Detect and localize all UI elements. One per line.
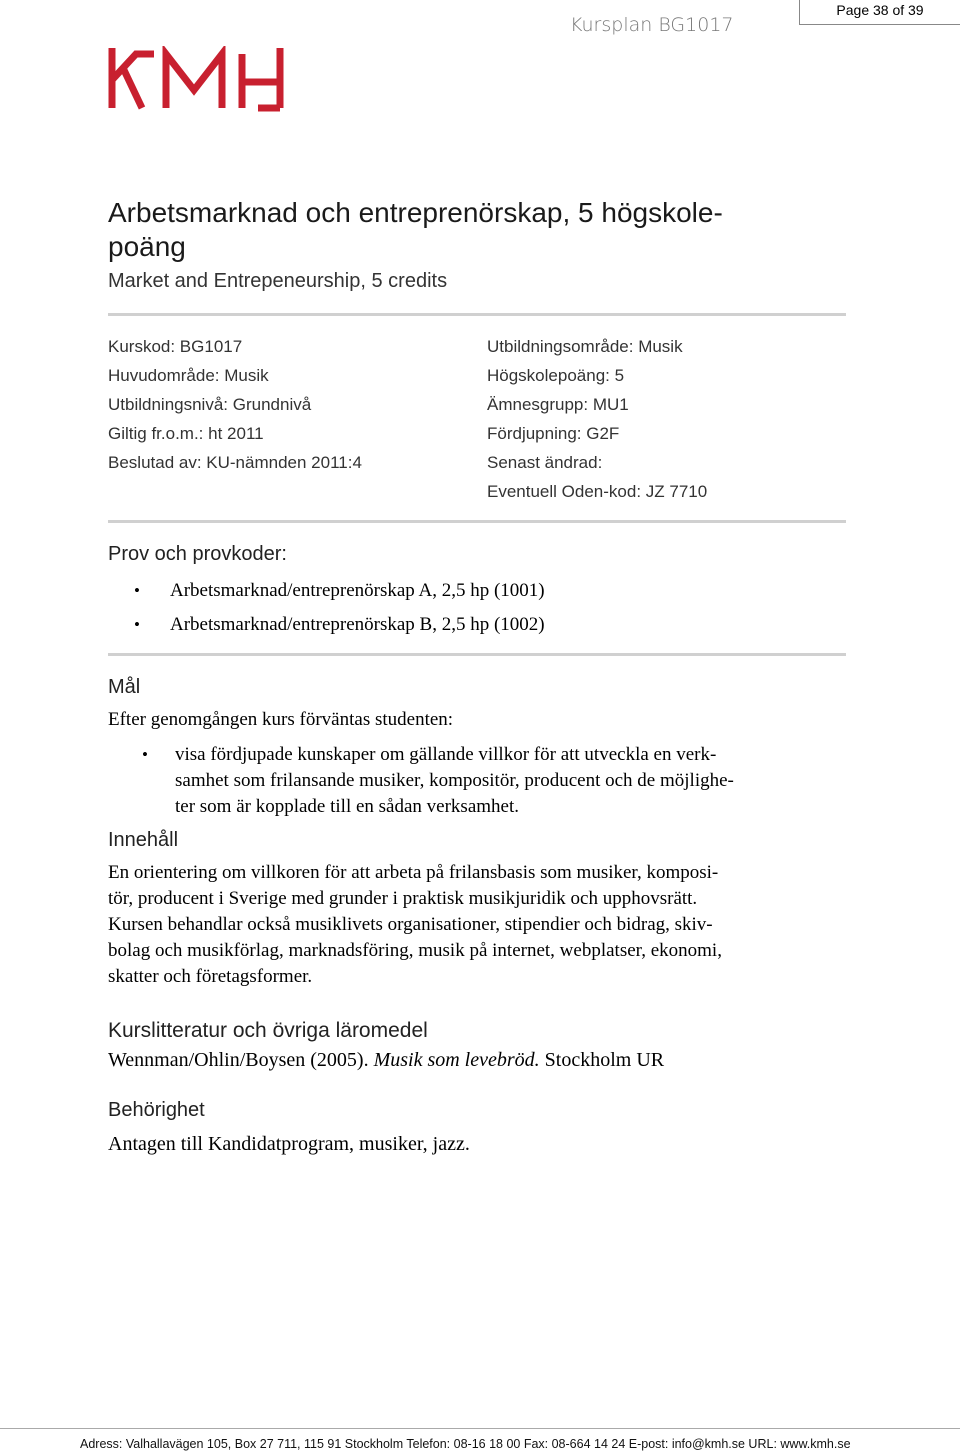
meta-credits: Högskolepoäng: 5 xyxy=(487,366,625,385)
meta-education-level: Utbildningsnivå: Grundnivå xyxy=(108,395,312,414)
footer-address: Adress: Valhallavägen 105, Box 27 711, 115 91 Stockholm Telefon: 08-16 18 00 Fax: 08-664 14 24 E-post: info@kmh.se URL: www.kmh.se xyxy=(80,1437,851,1451)
literature-authors: Wennman/Ohlin/Boysen (2005). xyxy=(108,1049,369,1071)
goal-item xyxy=(108,742,935,820)
page-number: Page 38 of 39 xyxy=(799,0,960,25)
meta-decided-by: Beslutad av: KU-nämnden 2011:4 xyxy=(108,453,362,472)
bullet-icon: • xyxy=(134,581,140,600)
content-line: Kursen behandlar också musiklivets organisationer, stipendier och bidrag, skiv- xyxy=(108,914,713,935)
goals-heading: Mål xyxy=(108,676,141,698)
goals-intro: Efter genomgången kurs förväntas studenten: xyxy=(108,709,454,730)
list-item: • Arbetsmarknad/entreprenörskap A, 2,5 hp (1001) xyxy=(110,574,810,608)
literature-book-title: Musik som levebröd. xyxy=(373,1049,540,1071)
content-heading: Innehåll xyxy=(108,829,179,851)
course-title-line-1: Arbetsmarknad och entreprenörskap, 5 högskole- xyxy=(108,197,723,228)
eligibility-text: Antagen till Kandidatprogram, musiker, jazz. xyxy=(108,1133,470,1155)
content-line: En orientering om villkoren för att arbeta på frilansbasis som musiker, komposi- xyxy=(108,862,719,883)
meta-oden-code: Eventuell Oden-kod: JZ 7710 xyxy=(487,482,708,501)
meta-valid-from: Giltig fr.o.m.: ht 2011 xyxy=(108,424,264,443)
course-title-line-2: poäng xyxy=(108,231,186,262)
meta-last-changed: Senast ändrad: xyxy=(487,453,603,472)
course-title xyxy=(108,196,848,264)
meta-main-field: Huvudområde: Musik xyxy=(108,366,269,385)
bullet-icon: • xyxy=(134,615,140,634)
divider xyxy=(108,313,846,316)
content-line: tör, producent i Sverige med grunder i praktisk musikjuridik och upphovsrätt. xyxy=(108,888,698,909)
meta-right-column xyxy=(487,332,847,506)
goal-line: visa fördjupade kunskaper om gällande villkor för att utveckla en verk- xyxy=(175,744,717,765)
literature-publisher: Stockholm UR xyxy=(544,1049,665,1071)
meta-education-area: Utbildningsområde: Musik xyxy=(487,337,683,356)
meta-depth: Fördjupning: G2F xyxy=(487,424,620,443)
literature-heading: Kurslitteratur och övriga läromedel xyxy=(108,1019,428,1042)
goal-line: samhet som frilansande musiker, kompositör, producent och de möjlighe- xyxy=(175,770,734,791)
content-line: bolag och musikförlag, marknadsföring, musik på internet, webplatser, ekonomi, xyxy=(108,940,722,961)
eligibility-heading: Behörighet xyxy=(108,1099,205,1121)
literature-reference xyxy=(108,1049,664,1072)
kmh-logo xyxy=(108,46,284,123)
meta-course-code: Kurskod: BG1017 xyxy=(108,337,243,356)
content-text xyxy=(108,860,888,990)
divider xyxy=(108,520,846,523)
tests-list xyxy=(110,574,810,642)
goal-line: ter som är kopplade till en sådan verksamhet. xyxy=(175,796,520,817)
meta-left-column xyxy=(108,332,468,477)
divider xyxy=(108,653,846,656)
course-title-english: Market and Entrepeneurship, 5 credits xyxy=(108,270,448,292)
list-item: • Arbetsmarknad/entreprenörskap B, 2,5 hp (1002) xyxy=(110,608,810,642)
header-course-label: Kursplan BG1017 xyxy=(570,14,734,36)
content-line: skatter och företagsformer. xyxy=(108,966,313,987)
meta-subject-group: Ämnesgrupp: MU1 xyxy=(487,395,629,414)
footer-divider xyxy=(0,1428,960,1429)
bullet-icon: • xyxy=(142,745,148,764)
tests-heading: Prov och provkoder: xyxy=(108,543,287,565)
